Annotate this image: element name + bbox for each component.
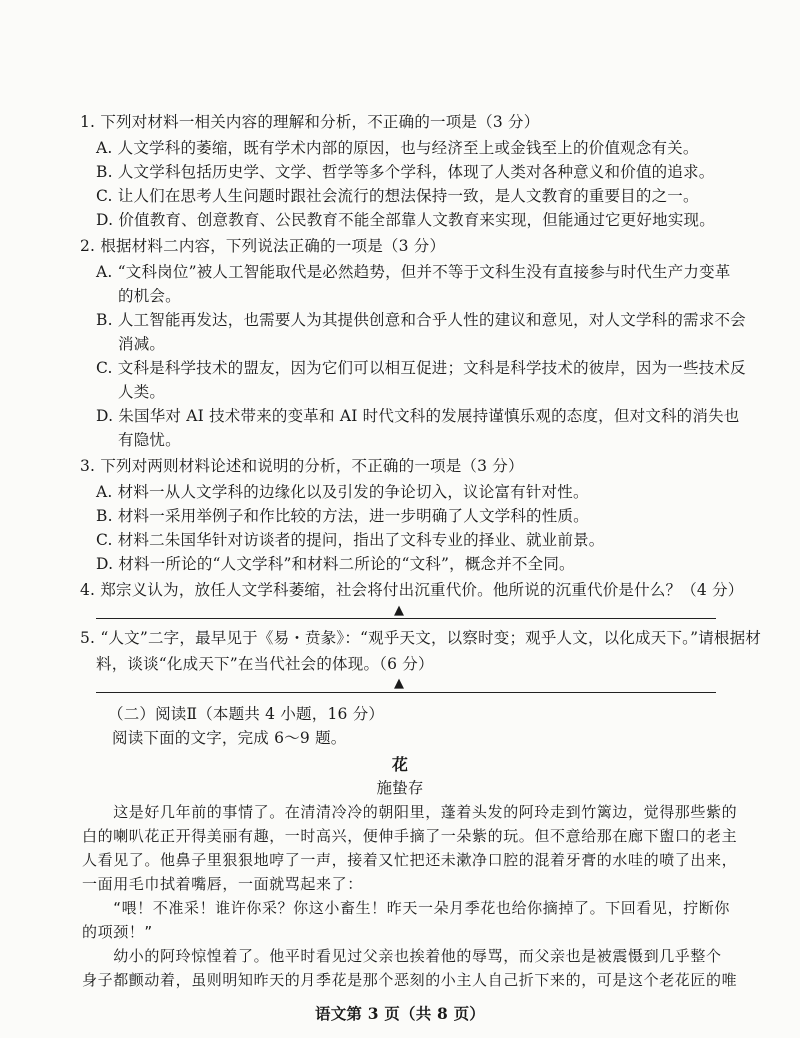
answer-line-5 (96, 692, 716, 693)
question-2-option-a: A. “文科岗位”被人工智能取代是必然趋势，但并不等于文科生没有直接参与时代生产力变革 (96, 263, 731, 281)
section-instruction: 阅读下面的文字，完成 6～9 题。 (112, 729, 347, 747)
question-5-stem: 5. “人文”二字，最早见于《易・贲彖》：“观乎天文，以察时变；观乎人文，以化成天下。”请根据材 (80, 629, 762, 647)
question-3-stem: 3. 下列对两则材料论述和说明的分析，不正确的一项是（3 分） (80, 457, 524, 475)
question-2-option-c: C. 文科是科学技术的盟友，因为它们可以相互促进；文科是科学技术的彼岸，因为一些技术反 (96, 359, 746, 377)
story-line: 这是好几年前的事情了。在清清冷冷的朝阳里，蓬着头发的阿玲走到竹篱边，觉得那些紫的 (82, 803, 738, 821)
story-title: 花 (391, 755, 409, 774)
question-3-option-b: B. 材料一采用举例子和作比较的方法，进一步明确了人文学科的性质。 (96, 507, 589, 525)
story-line: “喂！不准采！谁许你采？你这小畜生！昨天一朵月季花也给你摘掉了。下回看见，拧断你 (82, 899, 730, 917)
question-1-option-b: B. 人文学科包括历史学、文学、哲学等多个学科，体现了人类对各种意义和价值的追求。 (96, 163, 715, 181)
question-2-option-c-cont: 人类。 (118, 383, 166, 401)
answer-line-4 (96, 618, 716, 619)
question-1-option-c: C. 让人们在思考人生问题时跟社会流行的想法保持一致，是人文教育的重要目的之一。 (96, 187, 699, 205)
story-line: 人看见了。他鼻子里狠狠地哼了一声，接着又忙把还未漱净口腔的混着牙膏的水哇的喷了出来， (82, 851, 738, 869)
question-2-option-b: B. 人工智能再发达，也需要人为其提供创意和合乎人性的建议和意见，对人文学科的需求不会 (96, 311, 746, 329)
question-5-stem-cont: 料，谈谈“化成天下”在当代社会的体现。（6 分） (96, 655, 434, 673)
story-line: 身子都颤动着，虽则明知昨天的月季花是那个恶刻的小主人自己折下来的，可是这个老花匠的唯 (82, 971, 738, 989)
story-line: 的项颈！” (82, 923, 153, 941)
question-3-option-d: D. 材料一所论的“人文学科”和材料二所论的“文科”，概念并不全同。 (96, 555, 575, 573)
question-2-option-b-cont: 消减。 (118, 335, 166, 353)
answer-marker-5: ▲ (394, 676, 404, 691)
story-line: 幼小的阿玲惊惶着了。他平时看见过父亲也挨着他的辱骂，而父亲也是被震慑到几乎整个 (82, 947, 722, 965)
question-1-stem: 1. 下列对材料一相关内容的理解和分析，不正确的一项是（3 分） (80, 113, 540, 131)
story-line: 一面用毛巾拭着嘴唇，一面就骂起来了： (82, 875, 363, 893)
question-2-option-d: D. 朱国华对 AI 技术带来的变革和 AI 时代文科的发展持谨慎乐观的态度，但对文科的消失也 (96, 407, 740, 425)
question-2-stem: 2. 根据材料二内容，下列说法正确的一项是（3 分） (80, 237, 446, 255)
question-1-option-a: A. 人文学科的萎缩，既有学术内部的原因，也与经济至上或金钱至上的价值观念有关。 (96, 139, 699, 157)
question-2-option-d-cont: 有隐忧。 (118, 431, 181, 449)
section-heading: （二）阅读Ⅱ（本题共 4 小题，16 分） (108, 705, 385, 723)
page-footer: 语文第 3 页（共 8 页） (315, 1004, 485, 1023)
question-4-stem: 4. 郑宗义认为，放任人文学科萎缩，社会将付出沉重代价。他所说的沉重代价是什么？（4 分） (80, 581, 744, 599)
question-2-option-a-cont: 的机会。 (118, 287, 181, 305)
story-author: 施蛰存 (376, 779, 424, 797)
question-1-option-d: D. 价值教育、创意教育、公民教育不能全部靠人文教育来实现，但能通过它更好地实现。 (96, 211, 715, 229)
story-line: 白的喇叭花正开得美丽有趣，一时高兴，便伸手摘了一朵紫的玩。但不意给那在廊下盥口的老主 (82, 827, 738, 845)
answer-marker-4: ▲ (394, 603, 404, 618)
question-3-option-a: A. 材料一从人文学科的边缘化以及引发的争论切入，议论富有针对性。 (96, 483, 589, 501)
question-3-option-c: C. 材料二朱国华针对访谈者的提问，指出了文科专业的择业、就业前景。 (96, 531, 605, 549)
